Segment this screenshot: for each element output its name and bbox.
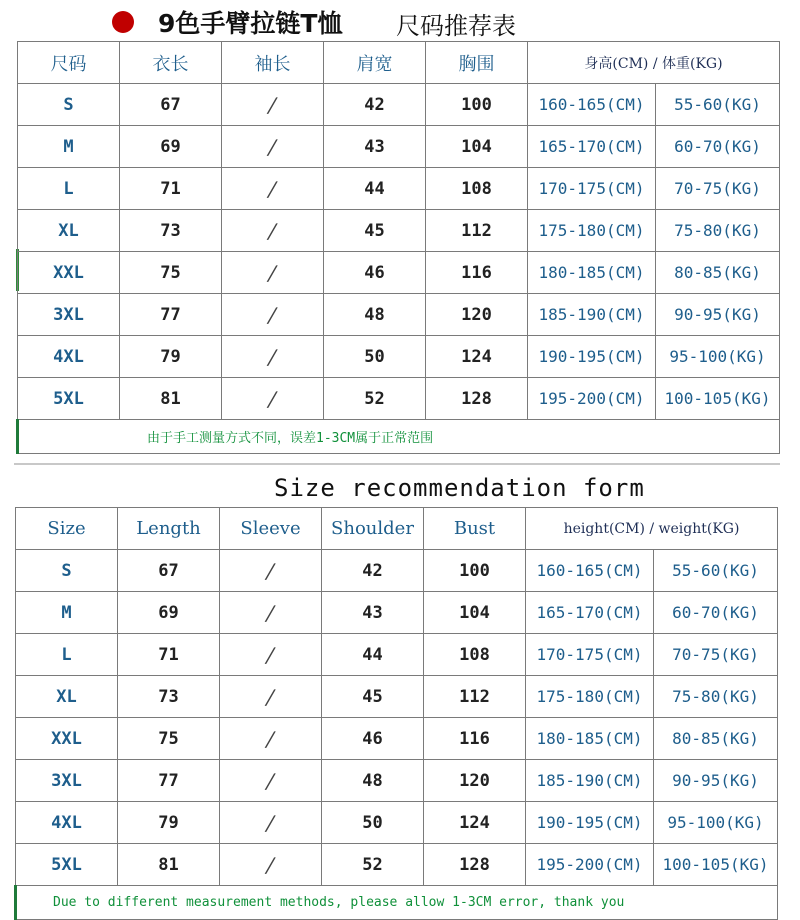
cn-size-cell: M <box>18 126 120 168</box>
cn-cell: 44 <box>324 168 426 210</box>
slash-mark: / <box>265 260 280 285</box>
en-size-cell: XXL <box>16 718 118 760</box>
cn-cell: 81 <box>120 378 222 420</box>
cn-sleeve-cell <box>222 210 324 252</box>
cn-measurement-note: 由于手工测量方式不同，误差1-3CM属于正常范围 <box>18 420 780 454</box>
en-weight-cell: 55-60(KG) <box>654 550 778 592</box>
en-cell: 116 <box>424 718 526 760</box>
cn-size-cell: S <box>18 84 120 126</box>
en-table-row <box>16 718 778 760</box>
en-measurement-note: Due to different measurement methods, please allow 1-3CM error, thank you <box>16 886 778 920</box>
cn-size-cell: 5XL <box>18 378 120 420</box>
en-cell: 45 <box>322 676 424 718</box>
en-table-row <box>16 592 778 634</box>
cn-header-row <box>18 42 780 84</box>
en-weight-cell: 60-70(KG) <box>654 592 778 634</box>
cn-size-cell: 4XL <box>18 336 120 378</box>
red-dot-icon <box>112 11 134 33</box>
cn-sleeve-cell <box>222 168 324 210</box>
cn-table-row <box>18 378 780 420</box>
cn-weight-cell: 75-80(KG) <box>656 210 780 252</box>
en-cell: 104 <box>424 592 526 634</box>
slash-mark: / <box>263 852 278 877</box>
product-title: 9色手臂拉链T恤 <box>158 9 343 38</box>
cn-sleeve-cell <box>222 252 324 294</box>
en-cell: 100 <box>424 550 526 592</box>
cn-header-cell: 袖长 <box>222 42 324 84</box>
cn-table-row <box>18 168 780 210</box>
en-table-row <box>16 844 778 886</box>
cn-table-row <box>18 294 780 336</box>
cn-size-cell: L <box>18 168 120 210</box>
cn-header-cell: 胸围 <box>426 42 528 84</box>
en-size-cell: L <box>16 634 118 676</box>
cn-cell: 108 <box>426 168 528 210</box>
en-header-cell: Shoulder <box>322 508 424 550</box>
en-sleeve-cell <box>220 718 322 760</box>
cn-size-cell: XXL <box>18 252 120 294</box>
en-table-row <box>16 550 778 592</box>
cn-cell: 50 <box>324 336 426 378</box>
cn-cell: 112 <box>426 210 528 252</box>
en-size-cell: S <box>16 550 118 592</box>
en-cell: 52 <box>322 844 424 886</box>
en-header-cell: Bust <box>424 508 526 550</box>
en-sleeve-cell <box>220 634 322 676</box>
slash-mark: / <box>265 344 280 369</box>
cn-cell: 128 <box>426 378 528 420</box>
cn-cell: 100 <box>426 84 528 126</box>
cn-cell: 77 <box>120 294 222 336</box>
cn-cell: 43 <box>324 126 426 168</box>
en-cell: 42 <box>322 550 424 592</box>
en-size-cell: XL <box>16 676 118 718</box>
slash-mark: / <box>263 810 278 835</box>
en-cell: 75 <box>118 718 220 760</box>
en-weight-cell: 90-95(KG) <box>654 760 778 802</box>
slash-mark: / <box>265 386 280 411</box>
en-height-cell: 175-180(CM) <box>526 676 654 718</box>
en-cell: 108 <box>424 634 526 676</box>
cn-cell: 73 <box>120 210 222 252</box>
en-cell: 124 <box>424 802 526 844</box>
chinese-title <box>0 0 800 40</box>
cn-sleeve-cell <box>222 84 324 126</box>
en-cell: 48 <box>322 760 424 802</box>
cn-height-cell: 180-185(CM) <box>528 252 656 294</box>
cn-header-cell: 肩宽 <box>324 42 426 84</box>
en-cell: 77 <box>118 760 220 802</box>
cn-height-cell: 185-190(CM) <box>528 294 656 336</box>
cn-weight-cell: 55-60(KG) <box>656 84 780 126</box>
slash-mark: / <box>263 558 278 583</box>
en-height-cell: 160-165(CM) <box>526 550 654 592</box>
cn-sleeve-cell <box>222 294 324 336</box>
en-cell: 112 <box>424 676 526 718</box>
en-cell: 43 <box>322 592 424 634</box>
en-table-row <box>16 676 778 718</box>
cn-table-row <box>18 126 780 168</box>
en-header-cell: Size <box>16 508 118 550</box>
en-height-cell: 195-200(CM) <box>526 844 654 886</box>
cn-header-cell: 衣长 <box>120 42 222 84</box>
cn-cell: 104 <box>426 126 528 168</box>
cn-header-cell: 尺码 <box>18 42 120 84</box>
en-sleeve-cell <box>220 550 322 592</box>
cn-cell: 52 <box>324 378 426 420</box>
en-height-cell: 180-185(CM) <box>526 718 654 760</box>
cn-table-row <box>18 84 780 126</box>
en-sleeve-cell <box>220 802 322 844</box>
cn-weight-cell: 100-105(KG) <box>656 378 780 420</box>
en-height-cell: 165-170(CM) <box>526 592 654 634</box>
en-table-row <box>16 760 778 802</box>
en-cell: 71 <box>118 634 220 676</box>
cn-cell: 69 <box>120 126 222 168</box>
cn-note-row <box>18 420 780 454</box>
en-table-row <box>16 802 778 844</box>
en-sleeve-cell <box>220 760 322 802</box>
size-table-english <box>14 507 778 920</box>
cn-table-row <box>18 252 780 294</box>
en-size-cell: 5XL <box>16 844 118 886</box>
en-height-cell: 190-195(CM) <box>526 802 654 844</box>
cn-sleeve-cell <box>222 378 324 420</box>
cn-cell: 75 <box>120 252 222 294</box>
en-sleeve-cell <box>220 592 322 634</box>
en-cell: 44 <box>322 634 424 676</box>
cn-height-cell: 170-175(CM) <box>528 168 656 210</box>
english-title: Size recommendation form <box>274 474 645 502</box>
cn-weight-cell: 70-75(KG) <box>656 168 780 210</box>
cn-sleeve-cell <box>222 126 324 168</box>
cn-weight-cell: 95-100(KG) <box>656 336 780 378</box>
cn-weight-cell: 60-70(KG) <box>656 126 780 168</box>
en-cell: 73 <box>118 676 220 718</box>
cn-height-cell: 165-170(CM) <box>528 126 656 168</box>
cn-cell: 124 <box>426 336 528 378</box>
slash-mark: / <box>263 600 278 625</box>
en-cell: 81 <box>118 844 220 886</box>
en-cell: 67 <box>118 550 220 592</box>
en-weight-cell: 70-75(KG) <box>654 634 778 676</box>
cn-cell: 79 <box>120 336 222 378</box>
cn-height-cell: 195-200(CM) <box>528 378 656 420</box>
cn-size-cell: XL <box>18 210 120 252</box>
cn-header-cell: 身高(CM) / 体重(KG) <box>528 42 780 84</box>
en-header-cell: Length <box>118 508 220 550</box>
en-weight-cell: 100-105(KG) <box>654 844 778 886</box>
cn-cell: 46 <box>324 252 426 294</box>
cn-cell: 67 <box>120 84 222 126</box>
slash-mark: / <box>265 218 280 243</box>
cn-cell: 48 <box>324 294 426 336</box>
en-note-row <box>16 886 778 920</box>
cn-cell: 116 <box>426 252 528 294</box>
en-cell: 128 <box>424 844 526 886</box>
cn-table-row <box>18 336 780 378</box>
cn-height-cell: 175-180(CM) <box>528 210 656 252</box>
cn-sleeve-cell <box>222 336 324 378</box>
en-cell: 120 <box>424 760 526 802</box>
en-cell: 50 <box>322 802 424 844</box>
size-chart-title: 尺码推荐表 <box>396 12 516 40</box>
cn-weight-cell: 80-85(KG) <box>656 252 780 294</box>
en-cell: 69 <box>118 592 220 634</box>
en-header-cell: height(CM) / weight(KG) <box>526 508 778 550</box>
slash-mark: / <box>263 642 278 667</box>
cn-cell: 45 <box>324 210 426 252</box>
slash-mark: / <box>263 684 278 709</box>
slash-mark: / <box>265 134 280 159</box>
en-cell: 46 <box>322 718 424 760</box>
cn-cell: 42 <box>324 84 426 126</box>
slash-mark: / <box>263 726 278 751</box>
en-height-cell: 170-175(CM) <box>526 634 654 676</box>
slash-mark: / <box>263 768 278 793</box>
cn-table-row <box>18 210 780 252</box>
en-weight-cell: 75-80(KG) <box>654 676 778 718</box>
en-header-row <box>16 508 778 550</box>
slash-mark: / <box>265 302 280 327</box>
en-weight-cell: 80-85(KG) <box>654 718 778 760</box>
en-sleeve-cell <box>220 676 322 718</box>
en-sleeve-cell <box>220 844 322 886</box>
cn-height-cell: 190-195(CM) <box>528 336 656 378</box>
en-weight-cell: 95-100(KG) <box>654 802 778 844</box>
en-height-cell: 185-190(CM) <box>526 760 654 802</box>
en-table-row <box>16 634 778 676</box>
en-header-cell: Sleeve <box>220 508 322 550</box>
slash-mark: / <box>265 92 280 117</box>
slash-mark: / <box>265 176 280 201</box>
cn-height-cell: 160-165(CM) <box>528 84 656 126</box>
cn-cell: 120 <box>426 294 528 336</box>
en-size-cell: 4XL <box>16 802 118 844</box>
cn-cell: 71 <box>120 168 222 210</box>
en-cell: 79 <box>118 802 220 844</box>
section-divider <box>14 463 780 465</box>
cn-size-cell: 3XL <box>18 294 120 336</box>
cn-weight-cell: 90-95(KG) <box>656 294 780 336</box>
en-size-cell: 3XL <box>16 760 118 802</box>
size-table-chinese <box>16 41 780 454</box>
en-size-cell: M <box>16 592 118 634</box>
